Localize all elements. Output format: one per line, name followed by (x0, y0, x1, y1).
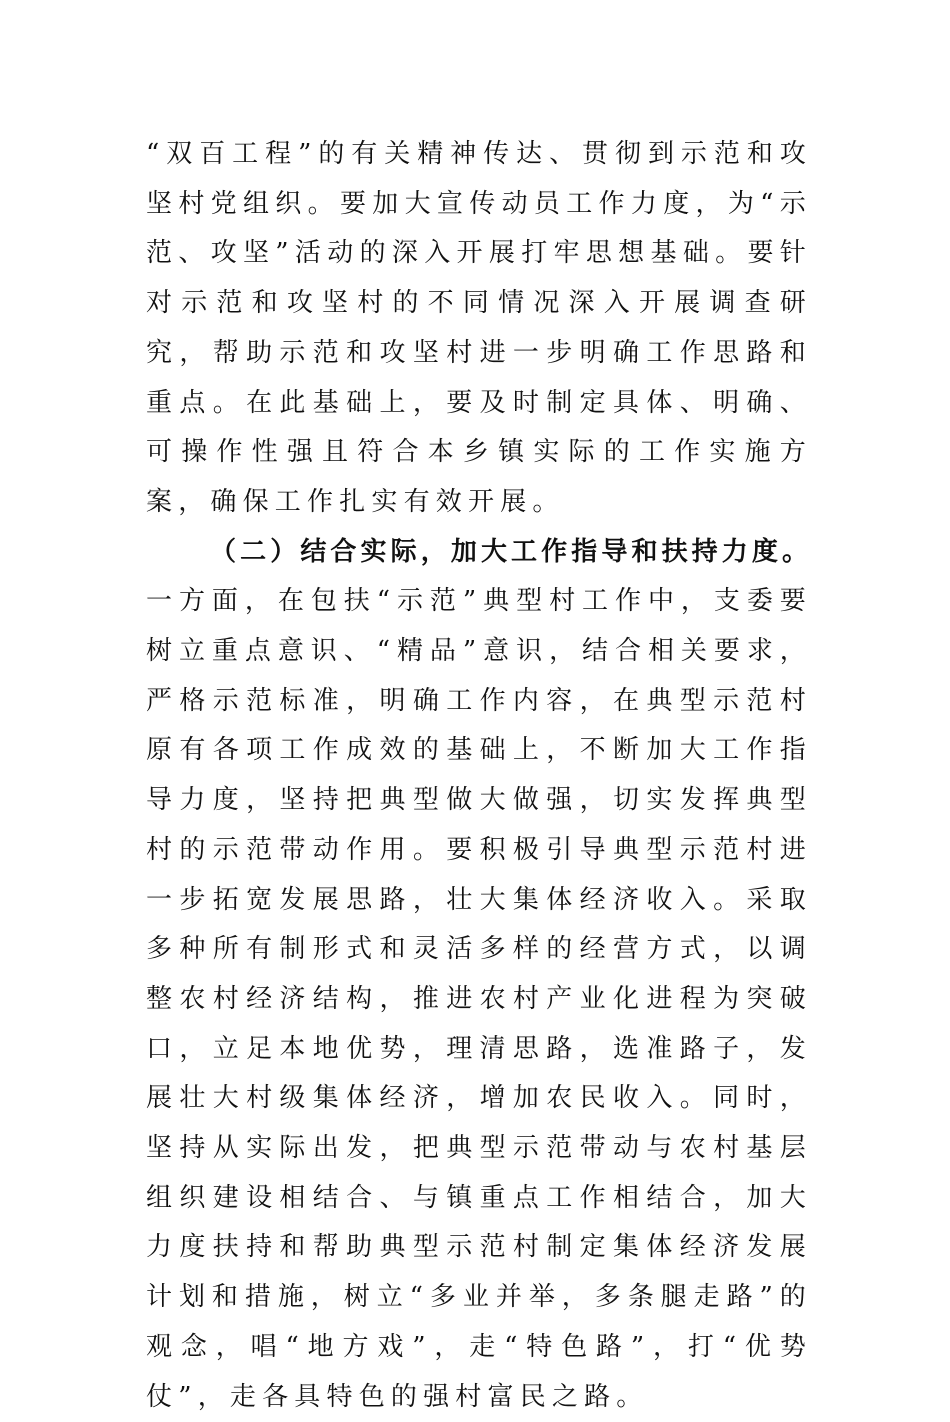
document-body (146, 130, 812, 1422)
paragraph-1-text: “双百工程”的有关精神传达、贯彻到示范和攻坚村党组织。要加大宣传动员工作力度，为“示范、攻坚”活动的深入开展打牢思想基础。要针对示范和攻坚村的不同情况深入开展调查研究，帮助示范和攻坚村进一步明确工作思路和重点。在此基础上，要及时制定具体、明确、可操作性强且符合本乡镇实际的工作实施方案，确保工作扎实有效开展。 (146, 139, 812, 517)
section-heading: （二）结合实际，加大工作指导和扶持力度。 (210, 536, 812, 567)
paragraph-2 (146, 528, 812, 1422)
paragraph-1 (146, 130, 812, 528)
paragraph-2-text: 一方面，在包扶“示范”典型村工作中，支委要树立重点意识、“精品”意识，结合相关要求，严格示范标准，明确工作内容，在典型示范村原有各项工作成效的基础上，不断加大工作指导力度，坚持把典型做大做强，切实发挥典型村的示范带动作用。要积极引导典型示范村进一步拓宽发展思路，壮大集体经济收入。采取多种所有制形式和灵活多样的经营方式，以调整农村经济结构，推进农村产业化进程为突破口，立足本地优势，理清思路，选准路子，发展壮大村级集体经济，增加农民收入。同时，坚持从实际出发，把典型示范带动与农村基层组织建设相结合、与镇重点工作相结合，加大力度扶持和帮助典型示范村制定集体经济发展计划和措施，树立“多业并举，多条腿走路”的观念，唱“地方戏”，走“特色路”，打“优势仗”，走各具特色的强村富民之路。 (146, 586, 812, 1412)
